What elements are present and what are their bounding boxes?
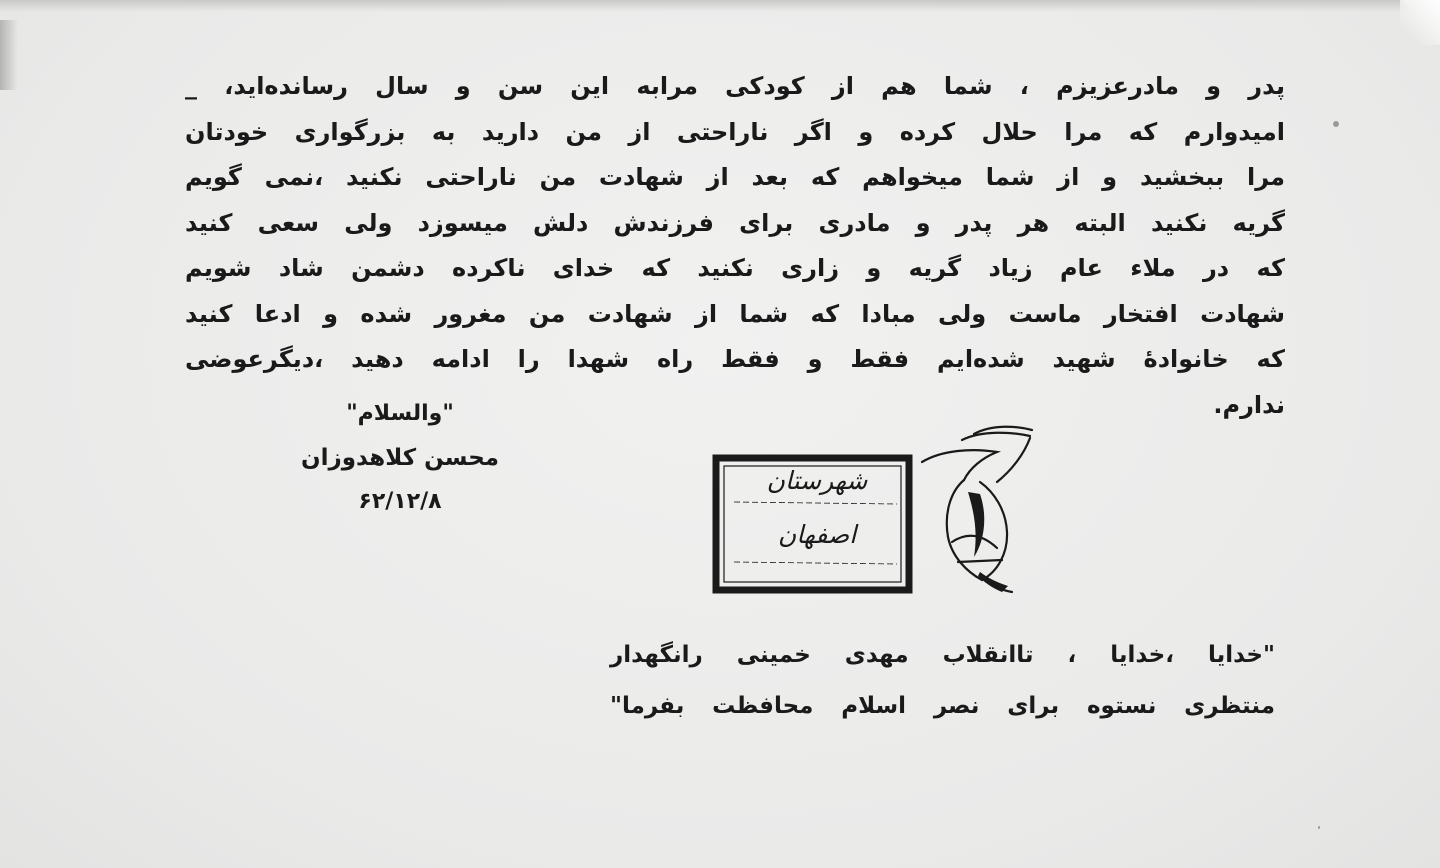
scan-speck xyxy=(1318,826,1320,829)
scan-speck xyxy=(1333,121,1339,127)
prayer-line: "خدایا ،خدایا ، تاانقلاب مهدی خمینی رانگهدار xyxy=(610,642,1275,668)
letter-line: که خانواده‌ٔ شهید شده‌ایم فقط و فقط راه شهدا را ادامه دهید ،دیگرعوضی xyxy=(185,345,1285,373)
signer-name: محسن کلاهدوزان xyxy=(300,445,500,471)
signature-date: ۶۲/۱۲/۸ xyxy=(358,489,442,514)
scan-edge-shadow xyxy=(0,0,1440,12)
scan-edge-shadow xyxy=(0,20,18,90)
closing-text: "والسلام" xyxy=(346,401,454,426)
letter-line: امیدوارم که مرا حلال کرده و اگر ناراحتی از من دارید به بزرگواری خودتان xyxy=(185,117,1285,146)
prayer-text xyxy=(610,630,1275,732)
stamp-graphic xyxy=(712,422,1042,602)
letter-line: مرا ببخشید و از شما میخواهم که بعد از شهادت من ناراحتی نکنید ،نمی گویم xyxy=(185,163,1285,191)
signature-block xyxy=(270,392,530,524)
letter-line: ندارم. xyxy=(1213,390,1285,419)
prayer-line: منتظری نستوه برای نصر اسلام محافظت بفرما" xyxy=(610,693,1275,719)
letter-line: پدر و مادرعزیزم ، شما هم از کودکی مرابه این سن و سال رسانده‌اید، _ xyxy=(185,72,1285,100)
scan-corner-glare xyxy=(1400,0,1440,45)
official-stamp xyxy=(712,422,1042,602)
stamp-city-label: شهرستان xyxy=(766,466,868,495)
letter-line: که در ملاء عام زیاد گریه و زاری نکنید که خدای ناکرده دشمن شاد شویم xyxy=(185,254,1285,282)
letter-line: گریه نکنید البته هر پدر و مادری برای فرزندش دلش میسوزد ولی سعی کنید xyxy=(185,208,1285,237)
letter-line: شهادت افتخار ماست ولی مبادا که شما از شهادت من مغرور شده و ادعا کنید xyxy=(185,299,1285,328)
letter-body xyxy=(185,64,1285,428)
stamp-city-name: اصفهان xyxy=(777,520,857,549)
